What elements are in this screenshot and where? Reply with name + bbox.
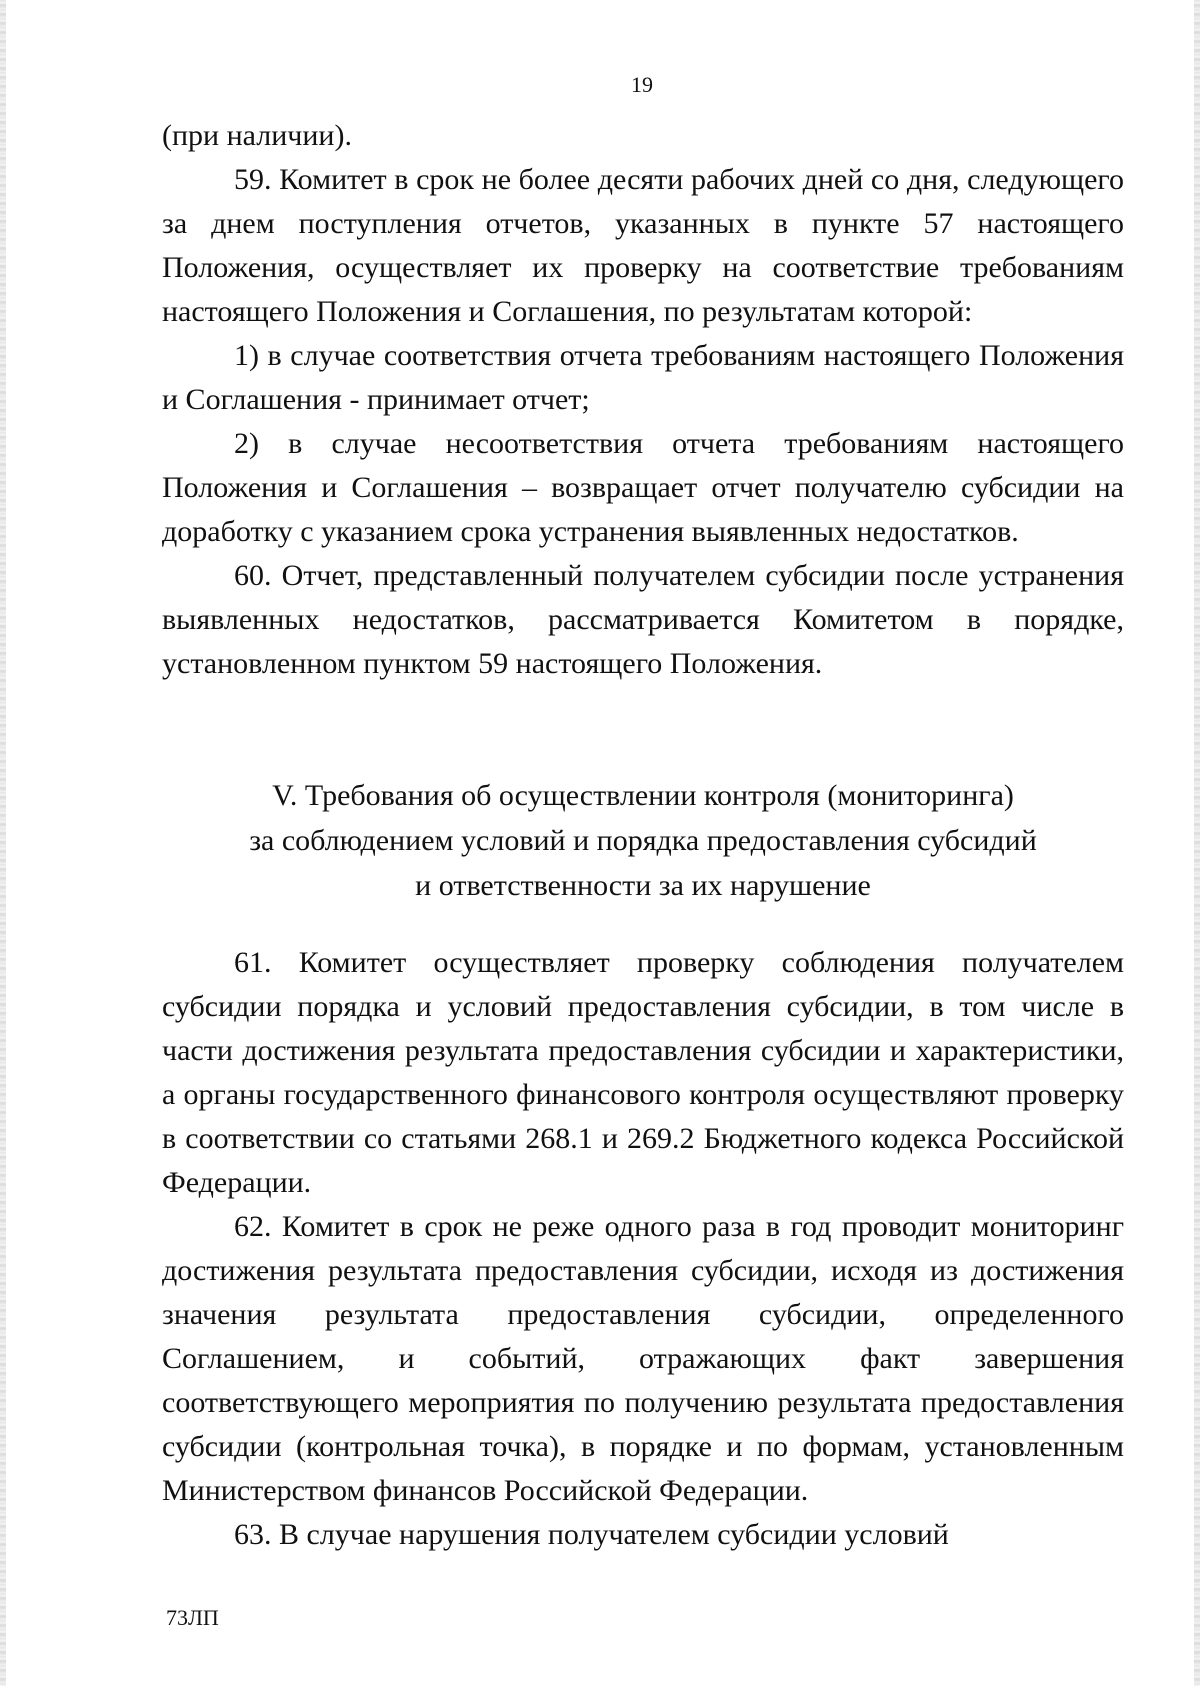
scan-edge-left	[0, 0, 6, 1686]
paragraph-63: 63. В случае нарушения получателем субсидии условий	[234, 1518, 949, 1551]
paragraph-60: 60. Отчет, представленный получателем субсидии после устранения выявленных недостатков, рассматривается Комитетом в порядке, установленном пунктом 59 настоящего Положения.	[162, 559, 1124, 680]
scan-edge-right	[1194, 0, 1200, 1686]
section-heading	[162, 773, 1124, 908]
paragraph-61: 61. Комитет осуществляет проверку соблюдения получателем субсидии порядка и условий предоставления субсидии, в том числе в части достижения результата предоставления субсидии и характеристики, а органы государственного финансового контроля осуществляют проверку в соответствии со статьями 268.1 и 269.2 Бюджетного кодекса Российской Федерации.	[162, 946, 1124, 1199]
section-heading-line-1: V. Требования об осуществлении контроля (мониторинга)	[272, 779, 1014, 812]
section-heading-line-3: и ответственности за их нарушение	[415, 869, 871, 902]
paragraph-62: 62. Комитет в срок не реже одного раза в год проводит мониторинг достижения результата предоставления субсидии, исходя из достижения значения результата предоставления субсидии, определенного Соглашением, и событий, отражающих факт завершения соответствующего мероприятия по получению результата предоставления субсидии (контрольная точка), в порядке и по формам, установленным Министерством финансов Российской Федерации.	[162, 1210, 1124, 1507]
body-text-top	[162, 114, 1124, 686]
section-heading-line-2: за соблюдением условий и порядка предоставления субсидий	[249, 824, 1037, 857]
footer-document-code: 73ЛП	[166, 1605, 219, 1630]
paragraph-59-item-1: 1) в случае соответствия отчета требованиям настоящего Положения и Соглашения - принимает отчет;	[162, 339, 1124, 416]
paragraph-59-item-2: 2) в случае несоответствия отчета требованиям настоящего Положения и Соглашения – возвращает отчет получателю субсидии на доработку с указанием срока устранения выявленных недостатков.	[162, 427, 1124, 548]
body-text-bottom	[162, 941, 1124, 1557]
paragraph-continuation: (при наличии).	[162, 119, 352, 152]
paragraph-59: 59. Комитет в срок не более десяти рабочих дней со дня, следующего за днем поступления отчетов, указанных в пункте 57 настоящего Положения, осуществляет их проверку на соответствие требованиям настоящего Положения и Соглашения, по результатам которой:	[162, 163, 1124, 328]
page-number: 19	[631, 72, 653, 97]
